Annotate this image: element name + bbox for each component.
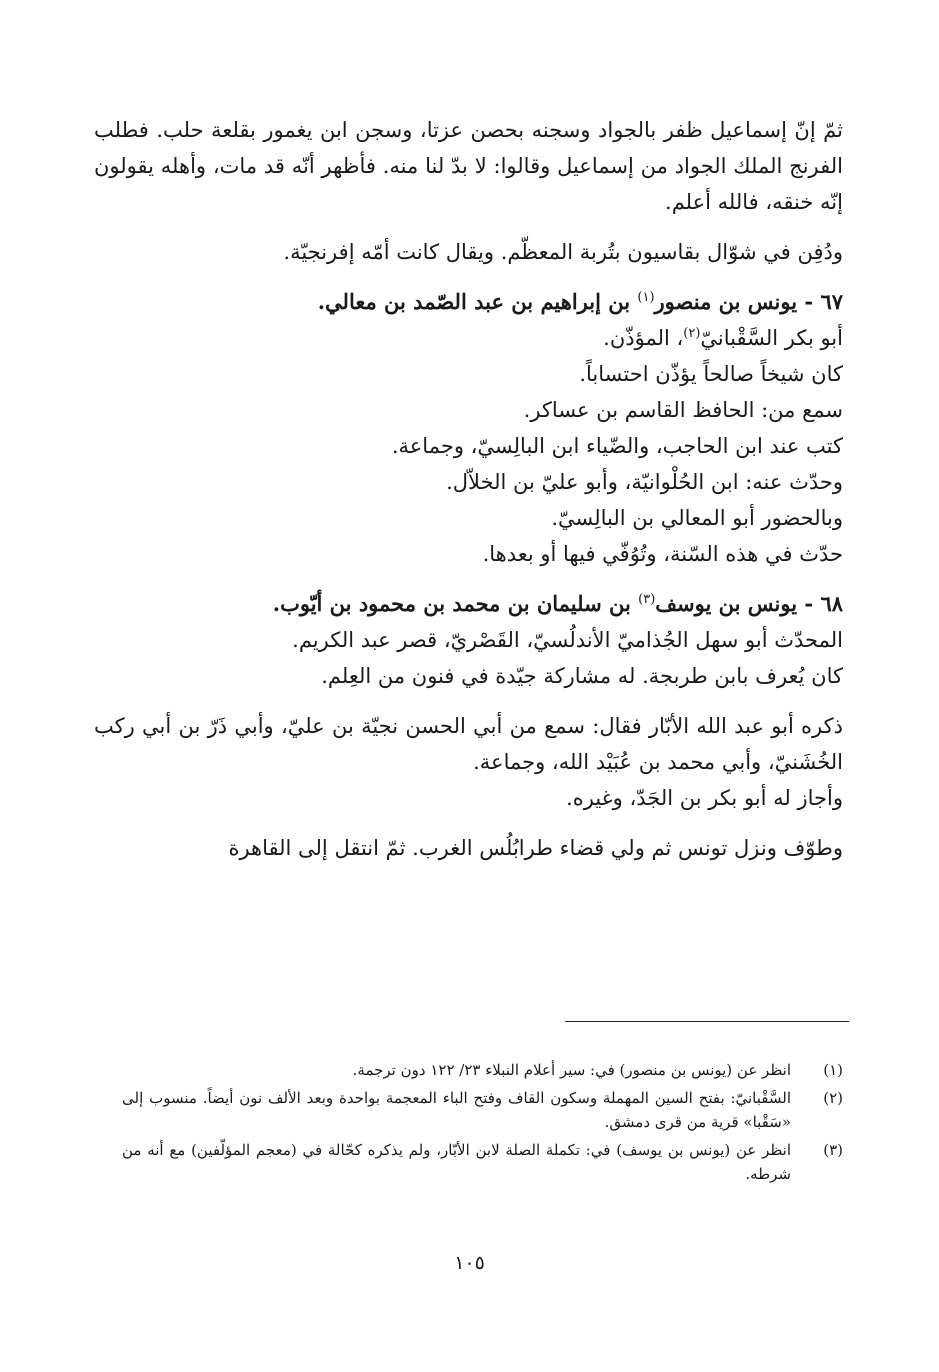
footnote-item <box>122 1086 843 1134</box>
paragraph: ثمّ إنّ إسماعيل ظفر بالجواد وسجنه بحصن عزتا، وسجن ابن يغمور بقلعة حلب. فطلب الفرنج الملك الجواد من إسماعيل وقالوا: لا بدّ لنا منه. فأظهر أنّه قد مات، وأهله يقولون إنّه خنقه، فالله أعلم. <box>94 118 843 214</box>
footnote-ref: (٣) <box>638 592 656 607</box>
footnote-number: (٢) <box>823 1089 843 1107</box>
paragraph: وطوّف ونزل تونس ثم ولي قضاء طرابُلُس الغرب. ثمّ انتقل إلى القاهرة <box>228 836 843 860</box>
text-line: حدّث في هذه السّنة، وتُوُفّي فيها أو بعدها. <box>482 542 843 566</box>
paragraph: ودُفِن في شوّال بقاسيون بتُربة المعظّم. ويقال كانت أمّه إفرنجيّة. <box>283 240 843 264</box>
paragraph: ذكره أبو عبد الله الأبّار فقال: سمع من أبي الحسن نجيّة بن عليّ، وأبي ذَرّ بن أبي ركب الخُشَنيّ، وأبي محمد بن عُبَيْد الله، وجماعة. <box>94 714 843 774</box>
footnote-text: انظر عن (يونس بن يوسف) في: تكملة الصلة لابن الأبّار، ولم يذكره كحّالة في (معجم المؤلّفين) مع أنه من شرطه. <box>122 1141 791 1183</box>
entry-number: ٦٧ - <box>797 289 843 314</box>
text-line: كتب عند ابن الحاجب، والضّياء ابن البالِسيّ، وجماعة. <box>391 434 843 458</box>
text-line: وحدّث عنه: ابن الحُلْوانيّة، وأبو عليّ بن الخلاّل. <box>446 470 843 494</box>
footnote-ref: (١) <box>637 290 655 305</box>
text-line: كان يُعرف بابن طربجة. له مشاركة جيّدة في فنون من العِلم. <box>321 664 843 688</box>
entry-name: يونس بن يوسف <box>655 591 798 616</box>
entry-67-heading <box>94 284 843 320</box>
entry-lineage: بن سليمان بن محمد بن محمود بن أيّوب. <box>272 591 639 616</box>
text-line: المحدّث أبو سهل الجُذاميّ الأندلُسيّ، القَصْريّ، قصر عبد الكريم. <box>292 628 843 652</box>
entry-name: يونس بن منصور <box>654 289 798 314</box>
footnote-text: السَّقْبانيّ: بفتح السين المهملة وسكون القاف وفتح الباء المعجمة بواحدة وبعد الألف نون أيضاً. منسوب إلى «سَقْبا» قرية من قرى دمشق. <box>122 1089 791 1131</box>
footnotes <box>122 1058 843 1190</box>
text-line: كان شيخاً صالحاً يؤذّن احتساباً. <box>579 362 843 386</box>
entry-number: ٦٨ - <box>797 591 843 616</box>
main-text <box>94 112 843 866</box>
text-line: سمع من: الحافظ القاسم بن عساكر. <box>523 398 843 422</box>
footnote-text: انظر عن (يونس بن منصور) في: سير أعلام النبلاء ٢٣/ ١٢٢ دون ترجمة. <box>352 1061 791 1079</box>
text-line: وبالحضور أبو المعالي بن البالِسيّ. <box>551 506 843 530</box>
footnote-number: (١) <box>823 1061 843 1079</box>
page-number: ١٠٥ <box>454 1252 485 1274</box>
footnote-number: (٣) <box>823 1141 843 1159</box>
entry-lineage: بن إبراهيم بن عبد الصّمد بن معالي. <box>317 289 638 314</box>
entry-68-heading <box>94 586 843 622</box>
kunya-text: أبو بكر السَّقْبانيّ <box>700 326 843 350</box>
footnote-item <box>122 1138 843 1186</box>
footnote-ref: (٢) <box>683 326 701 341</box>
footnote-divider <box>565 1021 849 1022</box>
kunya-rest: ، المؤذّن. <box>603 326 684 350</box>
footnote-item <box>122 1058 843 1082</box>
entry-67-kunya <box>94 320 843 356</box>
paragraph: وأجاز له أبو بكر بن الجَدّ، وغيره. <box>566 786 843 810</box>
